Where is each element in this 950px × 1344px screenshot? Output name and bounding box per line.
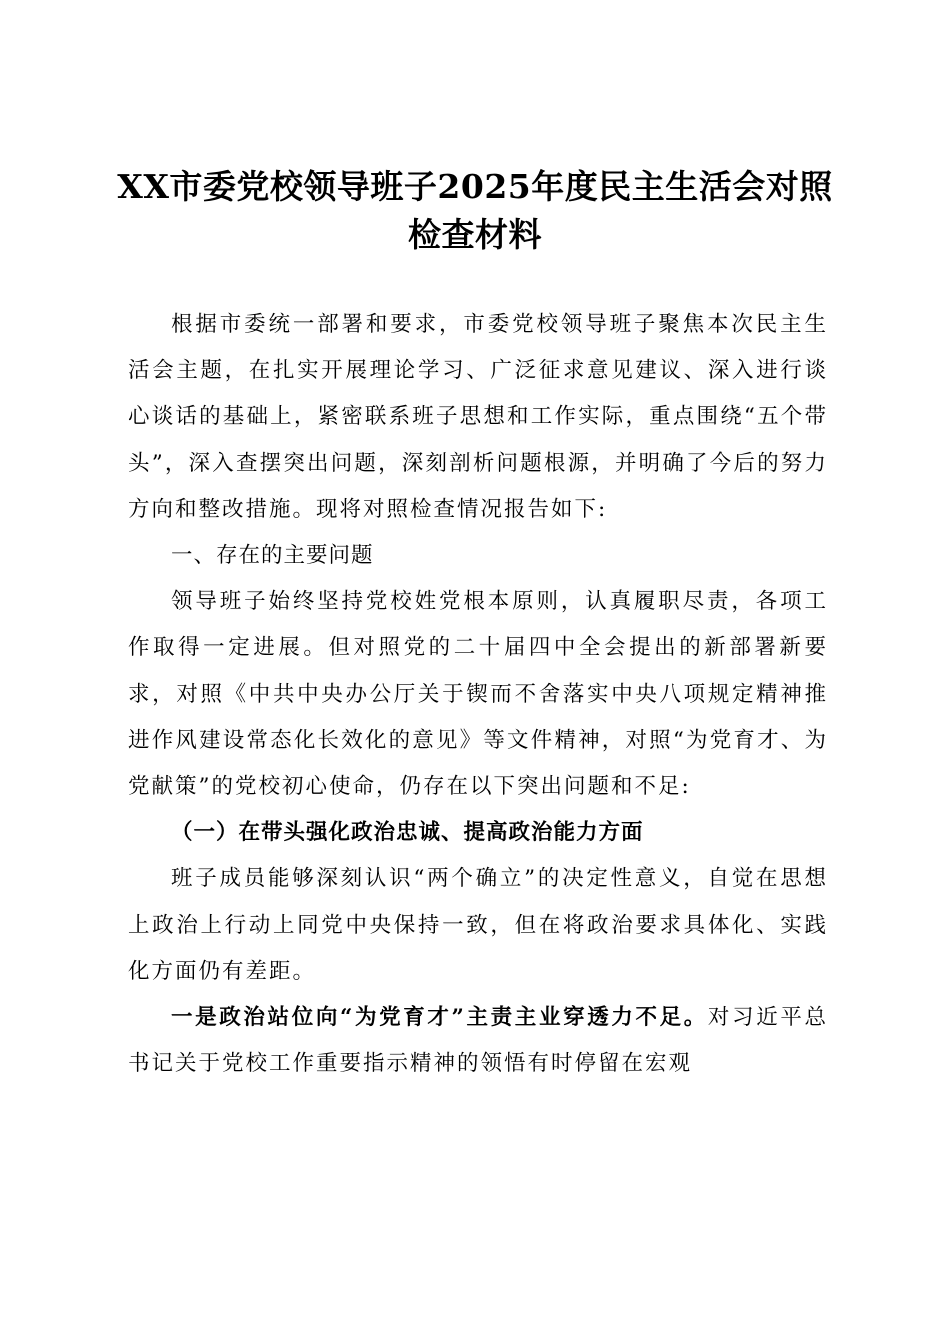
document-title: XX市委党校领导班子2025年度民主生活会对照检查材料 — [117, 167, 833, 254]
subsection-paragraph: 班子成员能够深刻认识“两个确立”的决定性意义，自觉在思想上政治上行动上同党中央保持一致，但在将政治要求具体化、实践化方面仍有差距。 — [128, 866, 828, 984]
section-heading: 一、存在的主要问题 — [171, 543, 374, 569]
intro-paragraph: 根据市委统一部署和要求，市委党校领导班子聚焦本次民主生活会主题，在扎实开展理论学习、广泛征求意见建议、深入进行谈心谈话的基础上，紧密联系班子思想和工作实际，重点围绕“五个带头”，深入查摆突出问题，深刻剖析问题根源，并明确了今后的努力方向和整改措施。现将对照检查情况报告如下: — [128, 312, 828, 522]
point-lead: 一是政治站位向“为党育才”主责主业穿透力不足。 — [171, 1005, 708, 1031]
document-body — [128, 302, 828, 1087]
subsection-heading: （一）在带头强化政治忠诚、提高政治能力方面 — [171, 820, 644, 846]
section-intro-paragraph: 领导班子始终坚持党校姓党根本原则，认真履职尽责，各项工作取得一定进展。但对照党的二十届四中全会提出的新部署新要求，对照《中共中央办公厅关于锲而不舍落实中央八项规定精神推进作风建设常态化长效化的意见》等文件精神，对照“为党育才、为党献策”的党校初心使命，仍存在以下突出问题和不足: — [128, 589, 828, 800]
point-paragraph — [128, 995, 828, 1087]
point-text: 对习近平总书记关于党校工作重要指示精神的领悟有时停留在宏观 — [128, 1005, 828, 1077]
